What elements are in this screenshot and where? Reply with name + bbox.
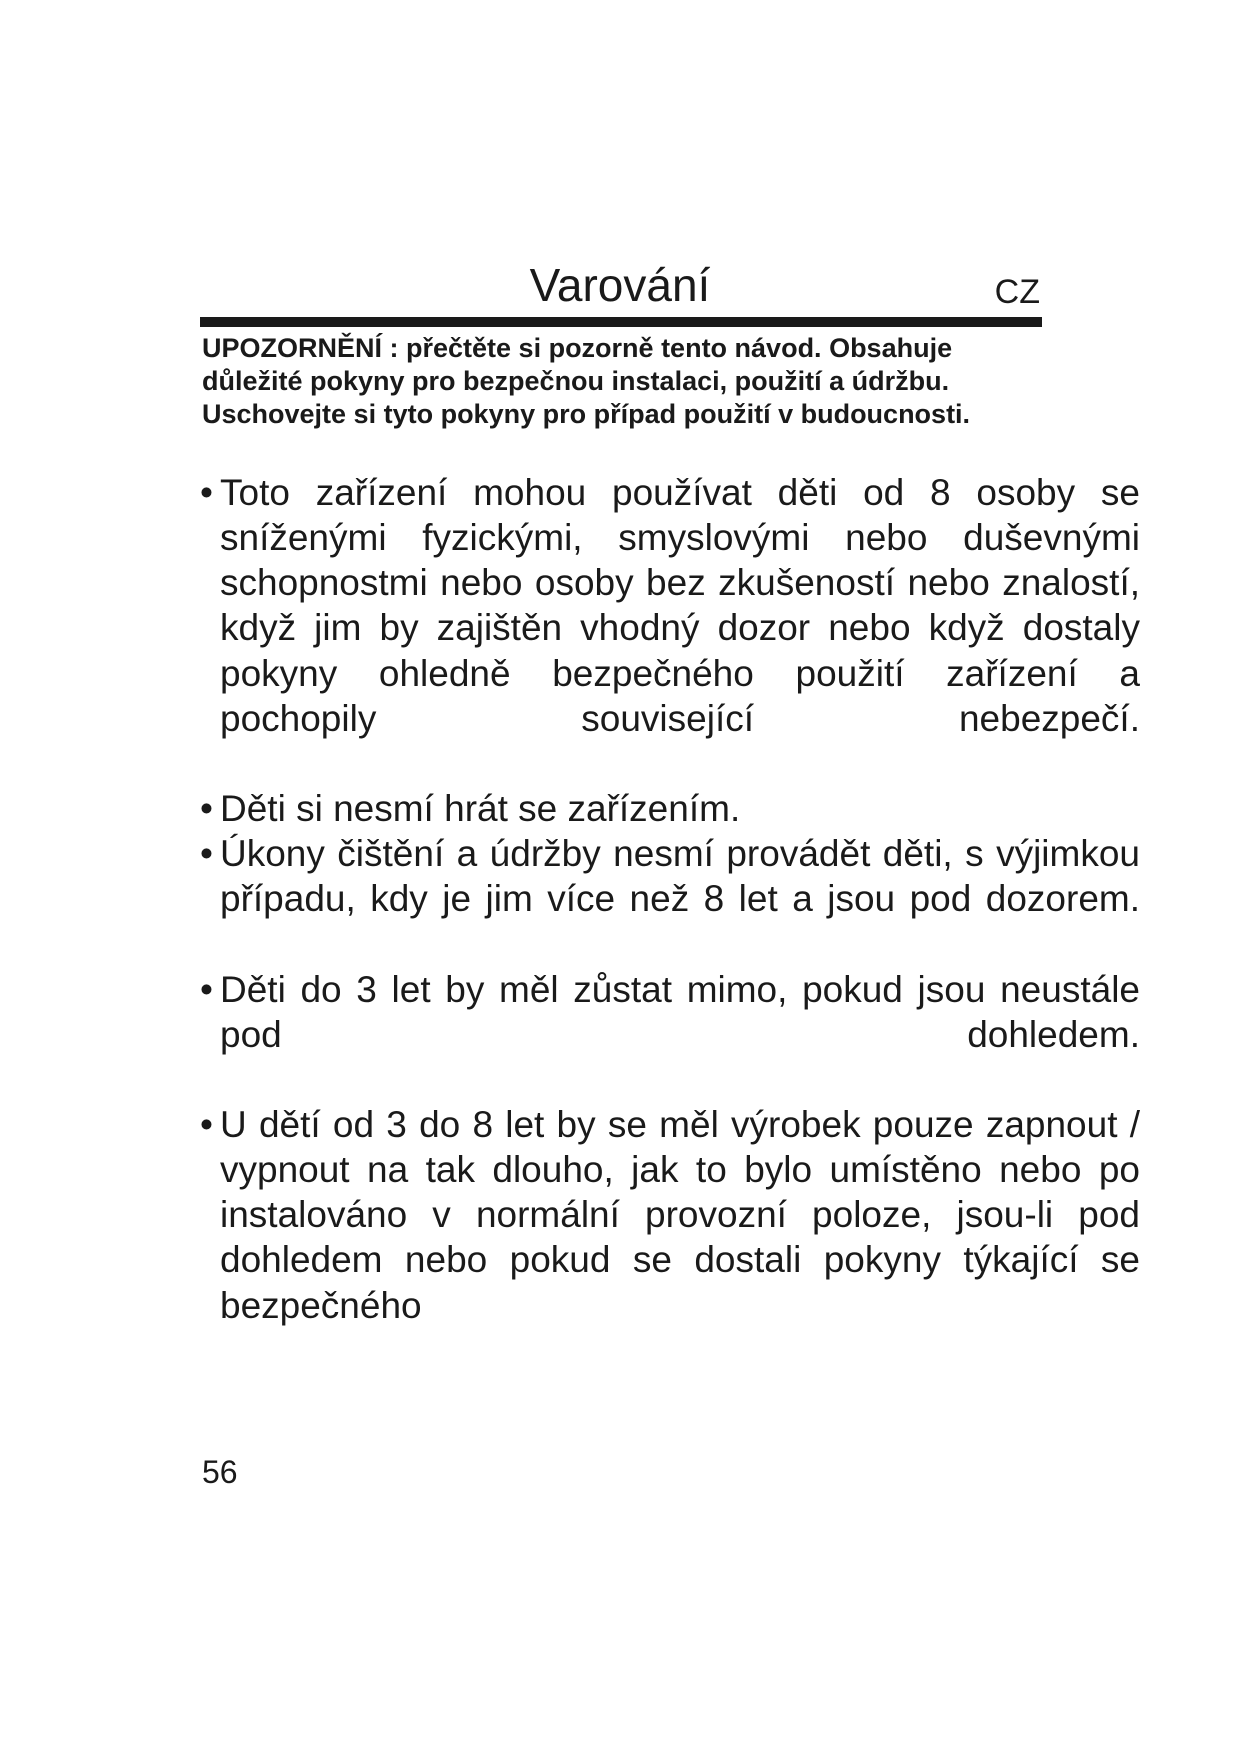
bullet-item <box>200 1102 1140 1373</box>
bullet-item <box>200 967 1140 1102</box>
safety-bullet-list <box>200 470 1140 1373</box>
bullet-text: Toto zařízení mohou používat děti od 8 osoby se sníženými fyzickými, smyslovými nebo duševnými schopnostmi nebo osoby bez zkušeností nebo znalostí, když jim by zajištěn vhodný dozor nebo když dostaly pokyny ohledně bezpečného použití zařízení a pochopily související nebezpečí. <box>220 472 1140 739</box>
warning-text: UPOZORNĚNÍ : přečtěte si pozorně tento návod. Obsahuje důležité pokyny pro bezpečnou instalaci, použití a údržbu. <box>202 333 953 396</box>
bullet-text: Děti do 3 let by měl zůstat mimo, pokud jsou neustále pod dohledem. <box>220 968 1140 1055</box>
header-divider <box>200 317 1042 327</box>
bullet-text: U dětí od 3 do 8 let by se měl výrobek pouze zapnout / vypnout na tak dlouho, jak to bylo umístěno nebo po instalováno v normální provozní poloze, jsou-li pod dohledem nebo pokud se dostali pokyny týkající se bezpečného <box>220 1103 1140 1326</box>
page-number: 56 <box>202 1454 238 1490</box>
bullet-marker: • <box>200 833 213 875</box>
page-title: Varování <box>529 259 711 311</box>
bullet-item <box>200 831 1140 966</box>
bullet-item <box>200 786 1140 831</box>
bullet-text: Úkony čištění a údržby nesmí provádět děti, s výjimkou případu, kdy je jim více než 8 let a jsou pod dozorem. <box>220 833 1140 920</box>
bullet-marker: • <box>200 787 213 829</box>
bullet-marker: • <box>200 1103 213 1145</box>
keep-instructions-text: Uschovejte si tyto pokyny pro případ použití v budoucnosti. <box>202 399 971 429</box>
warning-notice <box>202 332 1052 431</box>
bullet-text: Děti si nesmí hrát se zařízením. <box>220 787 741 829</box>
section-header <box>200 258 1040 311</box>
bullet-item <box>200 470 1140 786</box>
language-code: CZ <box>994 273 1040 311</box>
bullet-marker: • <box>200 472 213 513</box>
bullet-marker: • <box>200 968 213 1010</box>
